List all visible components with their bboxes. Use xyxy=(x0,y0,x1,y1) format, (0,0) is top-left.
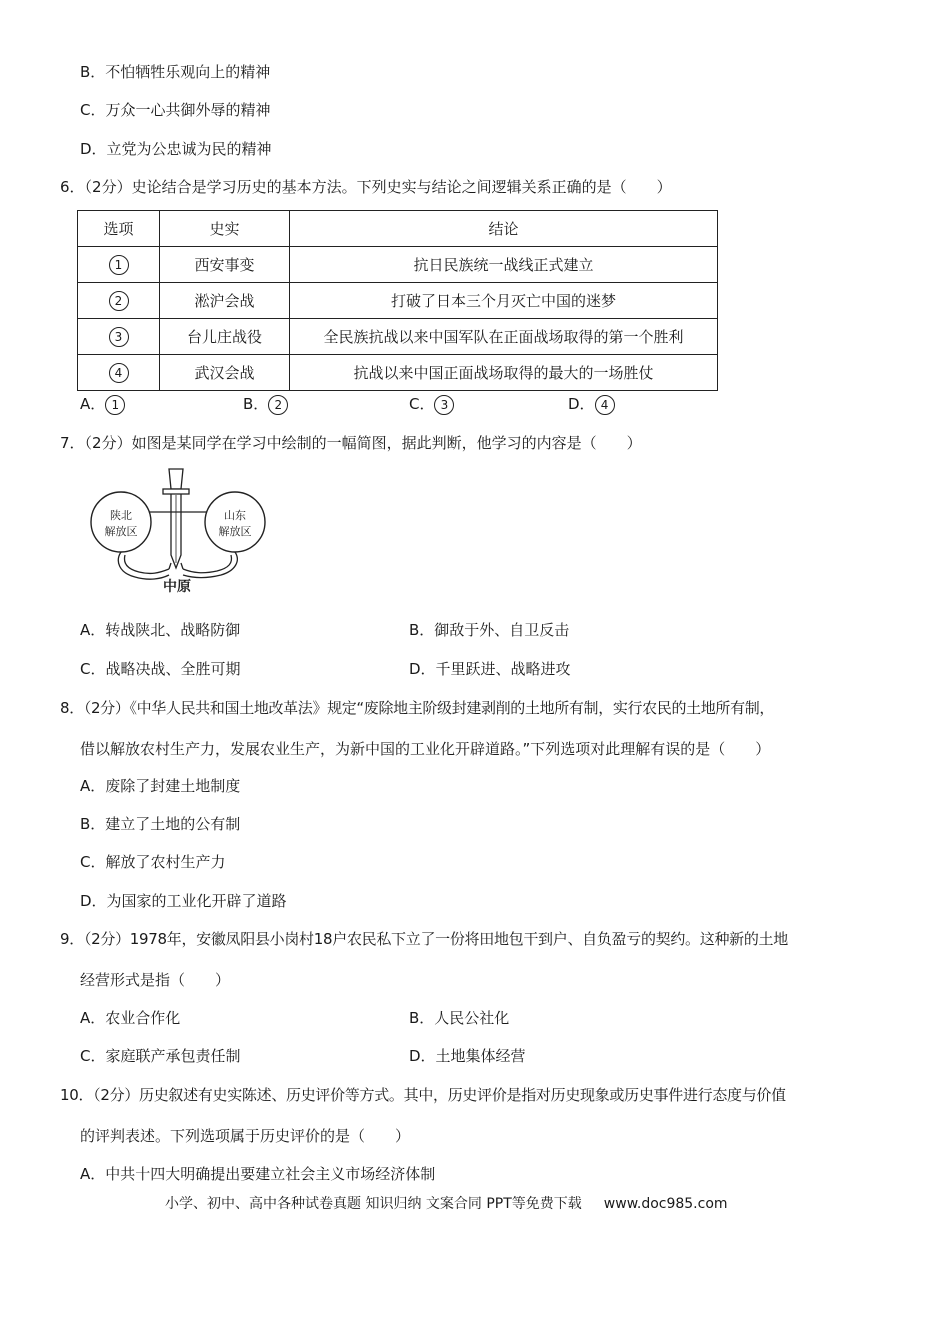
circled-number: 3 xyxy=(109,327,129,347)
q9-stem-line-1: 9．（2分）1978年，安徽凤阳县小岗村18户农民私下立了一份将田地包干到户、自负盈亏的契约。这种新的土地 xyxy=(60,930,788,948)
q8-option-d: D．为国家的工业化开辟了道路 xyxy=(80,892,287,910)
table-cell-conclusion: 抗日民族统一战线正式建立 xyxy=(290,247,718,283)
table-cell-conclusion: 打破了日本三个月灭亡中国的迷梦 xyxy=(290,283,718,319)
q9-stem-line-2: 经营形式是指（ ） xyxy=(80,971,231,989)
circled-number: 4 xyxy=(109,363,129,383)
circled-number: 2 xyxy=(268,395,288,415)
table-cell-event: 台儿庄战役 xyxy=(160,319,290,355)
q10-stem-line-2: 的评判表述。下列选项属于历史评价的是（ ） xyxy=(80,1127,411,1145)
q8-stem-line-2: 借以解放农村生产力，发展农业生产，为新中国的工业化开辟道路。”下列选项对此理解有误的是（ ） xyxy=(80,740,771,758)
q9-option-c: C．家庭联产承包责任制 xyxy=(80,1047,241,1065)
q6-stem: 6．（2分）史论结合是学习历史的基本方法。下列史实与结论之间逻辑关系正确的是（ ） xyxy=(60,178,672,196)
q10-option-a: A．中共十四大明确提出要建立社会主义市场经济体制 xyxy=(80,1165,436,1183)
central-region-label: 中原 xyxy=(163,579,191,595)
table-header-event: 史实 xyxy=(160,211,290,247)
q6-option-c: C． 3 xyxy=(409,394,454,415)
q5-option-d: D．立党为公忠诚为民的精神 xyxy=(80,140,272,158)
q8-option-c: C．解放了农村生产力 xyxy=(80,853,226,871)
circled-number: 1 xyxy=(109,255,129,275)
table-row xyxy=(78,319,718,355)
right-region-label-1: 山东 xyxy=(224,509,246,522)
circled-number: 3 xyxy=(434,395,454,415)
q6-table xyxy=(77,210,718,391)
footer-url[interactable]: www.doc985.com xyxy=(603,1196,728,1212)
left-region-label-2: 解放区 xyxy=(104,525,138,538)
q7-diagram xyxy=(85,465,275,597)
q7-option-a: A．转战陕北、战略防御 xyxy=(80,621,241,639)
table-row xyxy=(78,247,718,283)
q8-stem-line-1: 8．（2分）《中华人民共和国土地改革法》规定“废除地主阶级封建剥削的土地所有制，实行农民的土地所有制， xyxy=(60,699,775,717)
page-footer xyxy=(165,1193,728,1213)
table-cell-event: 武汉会战 xyxy=(160,355,290,391)
q7-option-b: B．御敌于外、自卫反击 xyxy=(409,621,570,639)
q6-option-d: D． 4 xyxy=(568,394,615,415)
right-region-label-2: 解放区 xyxy=(218,525,252,538)
table-cell-conclusion: 全民族抗战以来中国军队在正面战场取得的第一个胜利 xyxy=(290,319,718,355)
q7-option-d: D．千里跃进、战略进攻 xyxy=(409,660,571,678)
q10-stem-line-1: 10．（2分）历史叙述有史实陈述、历史评价等方式。其中，历史评价是指对历史现象或历史事件进行态度与价值 xyxy=(60,1086,786,1104)
q5-option-b: B．不怕牺牲乐观向上的精神 xyxy=(80,63,271,81)
q7-option-c: C．战略决战、全胜可期 xyxy=(80,660,241,678)
circled-number: 4 xyxy=(595,395,615,415)
q8-option-b: B．建立了土地的公有制 xyxy=(80,815,241,833)
footer-text: 小学、初中、高中各种试卷真题 知识归纳 文案合同 PPT等免费下载 xyxy=(165,1196,582,1212)
q8-option-a: A．废除了封建土地制度 xyxy=(80,777,241,795)
table-cell-event: 淞沪会战 xyxy=(160,283,290,319)
q5-option-c: C．万众一心共御外辱的精神 xyxy=(80,101,271,119)
q6-option-a: A． 1 xyxy=(80,394,125,415)
table-row xyxy=(78,355,718,391)
table-header-row xyxy=(78,211,718,247)
right-region-circle xyxy=(205,492,265,552)
table-cell-event: 西安事变 xyxy=(160,247,290,283)
table-cell-conclusion: 抗战以来中国正面战场取得的最大的一场胜仗 xyxy=(290,355,718,391)
q9-option-b: B．人民公社化 xyxy=(409,1009,510,1027)
circled-number: 1 xyxy=(105,395,125,415)
table-header-option: 选项 xyxy=(78,211,160,247)
q6-option-b: B． 2 xyxy=(243,394,288,415)
left-region-label-1: 陕北 xyxy=(110,509,132,522)
table-row xyxy=(78,283,718,319)
q9-option-a: A．农业合作化 xyxy=(80,1009,181,1027)
sword-icon xyxy=(163,469,189,568)
table-header-conclusion: 结论 xyxy=(290,211,718,247)
arms-icon xyxy=(118,552,237,579)
circled-number: 2 xyxy=(109,291,129,311)
left-region-circle xyxy=(91,492,151,552)
q9-option-d: D．土地集体经营 xyxy=(409,1047,526,1065)
q7-stem: 7．（2分）如图是某同学在学习中绘制的一幅简图，据此判断，他学习的内容是（ ） xyxy=(60,434,642,452)
